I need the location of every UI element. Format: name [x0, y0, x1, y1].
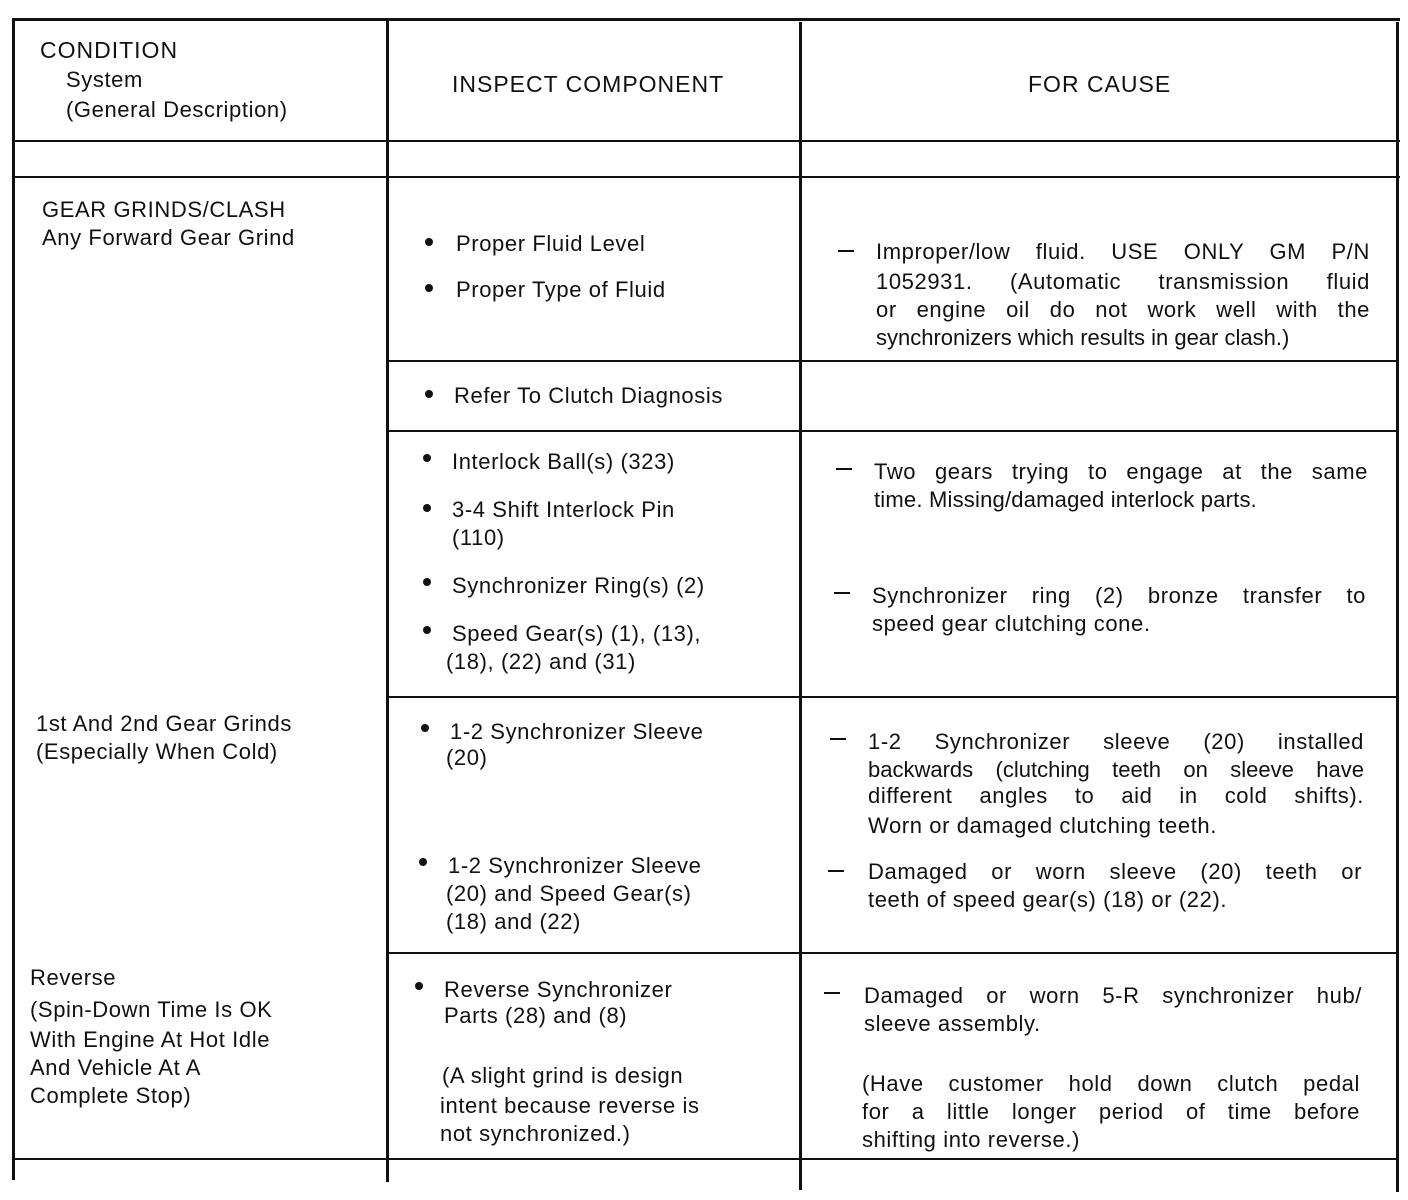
inspect-sleeve-a-line1: 1-2 Synchronizer Sleeve [450, 719, 704, 744]
bullet-icon [423, 626, 431, 634]
cause-reverse-line2: sleeve assembly. [864, 1011, 1041, 1036]
bullet-icon [419, 858, 427, 866]
condition-reverse-line2: (Spin-Down Time Is OK [30, 997, 273, 1022]
header-condition-system: System [66, 67, 143, 92]
spacer-row-line [12, 176, 1400, 178]
cause-fluid-line3: or engine oil do not work well with the [876, 297, 1370, 322]
cause-interlock-line1: Two gears trying to engage at the same [874, 459, 1368, 484]
inspect-sleeve-a-line2: (20) [446, 745, 488, 770]
dash-icon [828, 870, 844, 872]
cause-fluid-line2: 1052931. (Automatic transmission fluid [876, 269, 1370, 294]
header-bottom-line [12, 140, 1400, 142]
table-border-top [12, 18, 1400, 21]
cause-reverse-note-line3: shifting into reverse.) [862, 1127, 1080, 1152]
inspect-sync-ring: Synchronizer Ring(s) (2) [452, 573, 705, 598]
cause-ring-line1: Synchronizer ring (2) bronze transfer to [872, 583, 1366, 608]
condition-reverse-line4: And Vehicle At A [30, 1055, 202, 1080]
bullet-icon [425, 284, 433, 292]
cause-sleeve-line3: different angles to aid in cold shifts). [868, 783, 1364, 808]
inspect-interlock-ball: Interlock Ball(s) (323) [452, 449, 675, 474]
condition-first-second-line2: (Especially When Cold) [36, 739, 278, 764]
bullet-icon [425, 390, 433, 398]
row-divider-sleeve [388, 952, 1398, 954]
header-condition-title: CONDITION [40, 37, 179, 63]
bullet-icon [423, 578, 431, 586]
bullet-icon [423, 504, 431, 512]
header-inspect-component: INSPECT COMPONENT [452, 71, 725, 97]
inspect-reverse-note-line3: not synchronized.) [440, 1121, 631, 1146]
condition-reverse-line5: Complete Stop) [30, 1083, 192, 1108]
bullet-icon [425, 238, 433, 246]
condition-reverse-line1: Reverse [30, 965, 117, 990]
cause-worn-line2: teeth of speed gear(s) (18) or (22). [868, 887, 1228, 912]
cause-interlock-line2: time. Missing/damaged interlock parts. [874, 487, 1257, 512]
cause-fluid-line1: Improper/low fluid. USE ONLY GM P/N [876, 239, 1370, 264]
cause-sleeve-line2: backwards (clutching teeth on sleeve have [868, 757, 1364, 782]
column-divider-2 [799, 22, 802, 1190]
row-divider-bottom [12, 1158, 1398, 1160]
inspect-fluid-level: Proper Fluid Level [456, 231, 646, 256]
inspect-reverse-parts-line1: Reverse Synchronizer [444, 977, 673, 1002]
condition-gear-grinds-title: GEAR GRINDS/CLASH [42, 197, 286, 222]
condition-first-second-line1: 1st And 2nd Gear Grinds [36, 711, 292, 736]
dash-icon [824, 992, 840, 994]
dash-icon [838, 250, 854, 252]
condition-gear-grinds-sub: Any Forward Gear Grind [42, 225, 295, 250]
row-divider-fluid [388, 360, 1398, 362]
dash-icon [836, 468, 852, 470]
cause-reverse-line1: Damaged or worn 5-R synchronizer hub/ [864, 983, 1362, 1008]
header-for-cause: FOR CAUSE [1028, 71, 1172, 97]
inspect-clutch-diagnosis: Refer To Clutch Diagnosis [454, 383, 723, 408]
header-condition-desc: (General Description) [66, 97, 288, 122]
table-border-right [1396, 22, 1399, 1192]
row-divider-clutch [388, 430, 1398, 432]
row-divider-interlock [388, 696, 1398, 698]
dash-icon [830, 738, 846, 740]
inspect-shift-pin-line2: (110) [452, 525, 505, 550]
condition-reverse-line3: With Engine At Hot Idle [30, 1027, 271, 1052]
cause-worn-line1: Damaged or worn sleeve (20) teeth or [868, 859, 1362, 884]
bullet-icon [421, 724, 429, 732]
cause-sleeve-line1: 1-2 Synchronizer sleeve (20) installed [868, 729, 1364, 754]
cause-reverse-note-line2: for a little longer period of time before [862, 1099, 1360, 1124]
inspect-sleeve-b-line1: 1-2 Synchronizer Sleeve [448, 853, 702, 878]
bullet-icon [423, 454, 431, 462]
bullet-icon [415, 982, 423, 990]
dash-icon [834, 592, 850, 594]
cause-reverse-note-line1: (Have customer hold down clutch pedal [862, 1071, 1360, 1096]
inspect-shift-pin-line1: 3-4 Shift Interlock Pin [452, 497, 675, 522]
inspect-speed-gear-line1: Speed Gear(s) (1), (13), [452, 621, 702, 646]
cause-fluid-line4: synchronizers which results in gear clash.) [876, 325, 1290, 350]
cause-sleeve-line4: Worn or damaged clutching teeth. [868, 813, 1217, 838]
inspect-reverse-note-line2: intent because reverse is [440, 1093, 700, 1118]
inspect-sleeve-b-line3: (18) and (22) [446, 909, 581, 934]
inspect-speed-gear-line2: (18), (22) and (31) [446, 649, 636, 674]
column-divider-1 [386, 20, 389, 1182]
inspect-sleeve-b-line2: (20) and Speed Gear(s) [446, 881, 692, 906]
inspect-reverse-note-line1: (A slight grind is design [442, 1063, 684, 1088]
cause-ring-line2: speed gear clutching cone. [872, 611, 1151, 636]
inspect-reverse-parts-line2: Parts (28) and (8) [444, 1003, 628, 1028]
inspect-fluid-type: Proper Type of Fluid [456, 277, 666, 302]
table-border-left [12, 18, 15, 1180]
